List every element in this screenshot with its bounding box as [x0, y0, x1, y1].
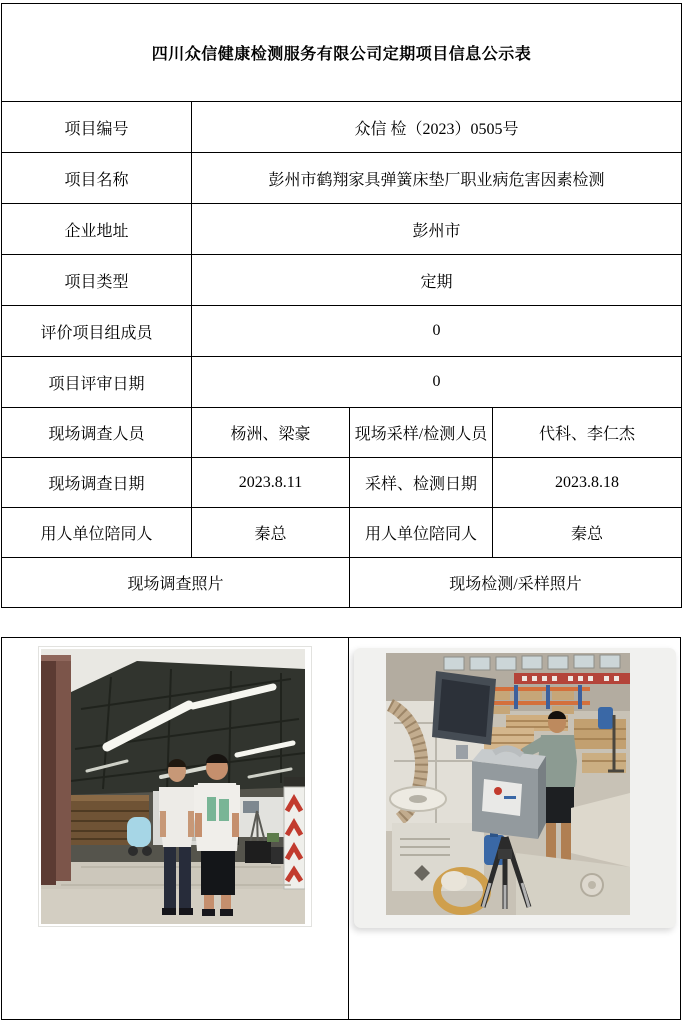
- review-date-label: 项目评审日期: [2, 357, 192, 408]
- investigation-date-value: 2023.8.11: [192, 458, 350, 508]
- investigation-date-label: 现场调查日期: [2, 458, 192, 508]
- investigation-personnel-value: 杨洲、梁豪: [192, 408, 350, 458]
- sampling-photo-cell: [349, 638, 680, 1019]
- page-title: 四川众信健康检测服务有限公司定期项目信息公示表: [2, 4, 682, 102]
- evaluation-team-value: 0: [192, 306, 682, 357]
- sampling-photo-header: 现场检测/采样照片: [350, 558, 682, 608]
- escort-right-value: 秦总: [493, 508, 682, 558]
- title-row: [2, 4, 682, 102]
- investigation-photo-header: 现场调查照片: [2, 558, 350, 608]
- project-type-label: 项目类型: [2, 255, 192, 306]
- sampling-date-label: 采样、检测日期: [350, 458, 493, 508]
- escort-left-value: 秦总: [192, 508, 350, 558]
- project-number-value: 众信 检（2023）0505号: [192, 102, 682, 153]
- project-info-table: [1, 3, 682, 608]
- row-project-name: [2, 153, 682, 204]
- project-name-value: 彭州市鹤翔家具弹簧床垫厂职业病危害因素检测: [192, 153, 682, 204]
- sampling-personnel-value: 代科、李仁杰: [493, 408, 682, 458]
- sampling-photo-frame: [354, 648, 676, 928]
- row-review-date: [2, 357, 682, 408]
- row-escorts: [2, 508, 682, 558]
- project-name-label: 项目名称: [2, 153, 192, 204]
- row-company-address: [2, 204, 682, 255]
- escort-left-label: 用人单位陪同人: [2, 508, 192, 558]
- row-personnel: [2, 408, 682, 458]
- row-evaluation-team: [2, 306, 682, 357]
- project-number-label: 项目编号: [2, 102, 192, 153]
- evaluation-team-label: 评价项目组成员: [2, 306, 192, 357]
- sampling-date-value: 2023.8.18: [493, 458, 682, 508]
- row-project-number: [2, 102, 682, 153]
- project-type-value: 定期: [192, 255, 682, 306]
- photo-section: [1, 637, 681, 1020]
- company-address-label: 企业地址: [2, 204, 192, 255]
- sampling-personnel-label: 现场采样/检测人员: [350, 408, 493, 458]
- company-address-value: 彭州市: [192, 204, 682, 255]
- site-investigation-photo: [41, 649, 305, 924]
- escort-right-label: 用人单位陪同人: [350, 508, 493, 558]
- review-date-value: 0: [192, 357, 682, 408]
- site-sampling-photo: [386, 653, 630, 915]
- investigation-photo-cell: [2, 638, 349, 1019]
- row-dates: [2, 458, 682, 508]
- investigation-photo-frame: [38, 646, 312, 927]
- row-project-type: [2, 255, 682, 306]
- investigation-personnel-label: 现场调查人员: [2, 408, 192, 458]
- row-photo-headers: [2, 558, 682, 608]
